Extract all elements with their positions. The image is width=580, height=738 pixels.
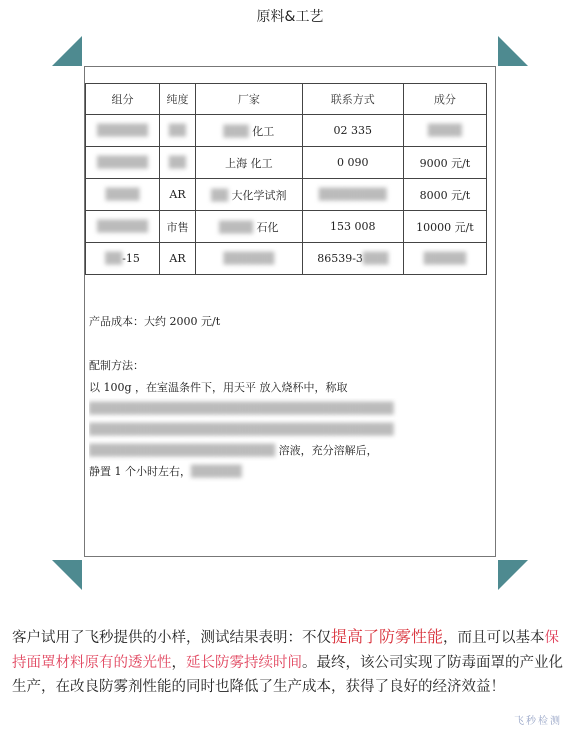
cell-contact: ████████ [302,179,403,211]
cell-purity: ██ [160,147,196,179]
method-line: 静置 1 个小时左右，██████ [89,465,242,478]
product-cost-text: 产品成本：大约 2000 元/t [89,315,221,328]
table-row [86,115,487,147]
table-header-row [86,84,487,115]
corner-decoration-top-right [498,36,528,66]
cell-component: ██████ [86,211,160,243]
materials-table [85,83,487,275]
result-paragraph [12,625,568,700]
cell-manufacturer: ███ 化工 [195,115,302,147]
cell-contact: 0 090 [302,147,403,179]
header-component: 组分 [86,84,160,115]
table-row [86,147,487,179]
para-text-3: ， [171,654,186,671]
cell-cost: 8000 元/t [403,179,486,211]
cell-contact: 153 008 [302,211,403,243]
cell-cost: 9000 元/t [403,147,486,179]
corner-decoration-bottom-left [52,560,82,590]
highlight-duration: 延长防雾持续时间 [186,654,302,671]
page-title: 原料&工艺 [256,9,324,25]
method-line: 以 100g ，在室温条件下，用天平 放入烧杯中，称取 [89,381,348,394]
cell-contact: 02 335 [302,115,403,147]
corner-decoration-top-left [52,36,82,66]
para-text-4: 。最终，该公司实现了防毒面罩的产业化生产，在改良防雾剂性能的同时也降低了生产成本，获得了良好的经济效益！ [12,654,563,695]
para-text-2: ，而且可以基本 [443,630,545,646]
table-row [86,179,487,211]
method-line: ██████████████████████ 溶液，充分溶解后， [89,444,378,457]
document-image [84,66,496,557]
highlight-transparency: 保持面罩材料原有的透光性 [12,630,560,671]
cell-cost: █████ [403,243,486,275]
watermark-logo: 飞秒检测 [514,716,562,727]
cell-manufacturer: ████ 石化 [195,211,302,243]
corner-decoration-bottom-right [498,560,528,590]
method-line-redacted: ████████████████████████████████████ [89,423,394,436]
cell-cost: 10000 元/t [403,211,486,243]
cell-manufacturer: ██ 大化学试剂 [195,179,302,211]
cell-purity: ██ [160,115,196,147]
cell-component: ██-15 [86,243,160,275]
cell-component: ██████ [86,115,160,147]
cell-manufacturer: 上海 化工 [195,147,302,179]
highlight-antifog: 提高了防雾性能 [331,627,444,646]
header-purity: 纯度 [160,84,196,115]
method-title: 配制方法： [89,359,144,372]
cell-contact: 86539-3███ [302,243,403,275]
cell-cost: ████ [403,115,486,147]
cell-manufacturer: ██████ [195,243,302,275]
table-row [86,211,487,243]
para-text-1: 客户试用了飞秒提供的小样，测试结果表明：不仅 [12,630,331,646]
cell-purity: AR [160,179,196,211]
cell-component: ████ [86,179,160,211]
header-contact: 联系方式 [302,84,403,115]
cell-component: ██████ [86,147,160,179]
cell-purity: 市售 [160,211,196,243]
method-text [89,377,489,482]
table-row [86,243,487,275]
header-cost: 成分 [403,84,486,115]
header-manufacturer: 厂家 [195,84,302,115]
cell-purity: AR [160,243,196,275]
method-line-redacted: ████████████████████████████████████ [89,402,394,415]
